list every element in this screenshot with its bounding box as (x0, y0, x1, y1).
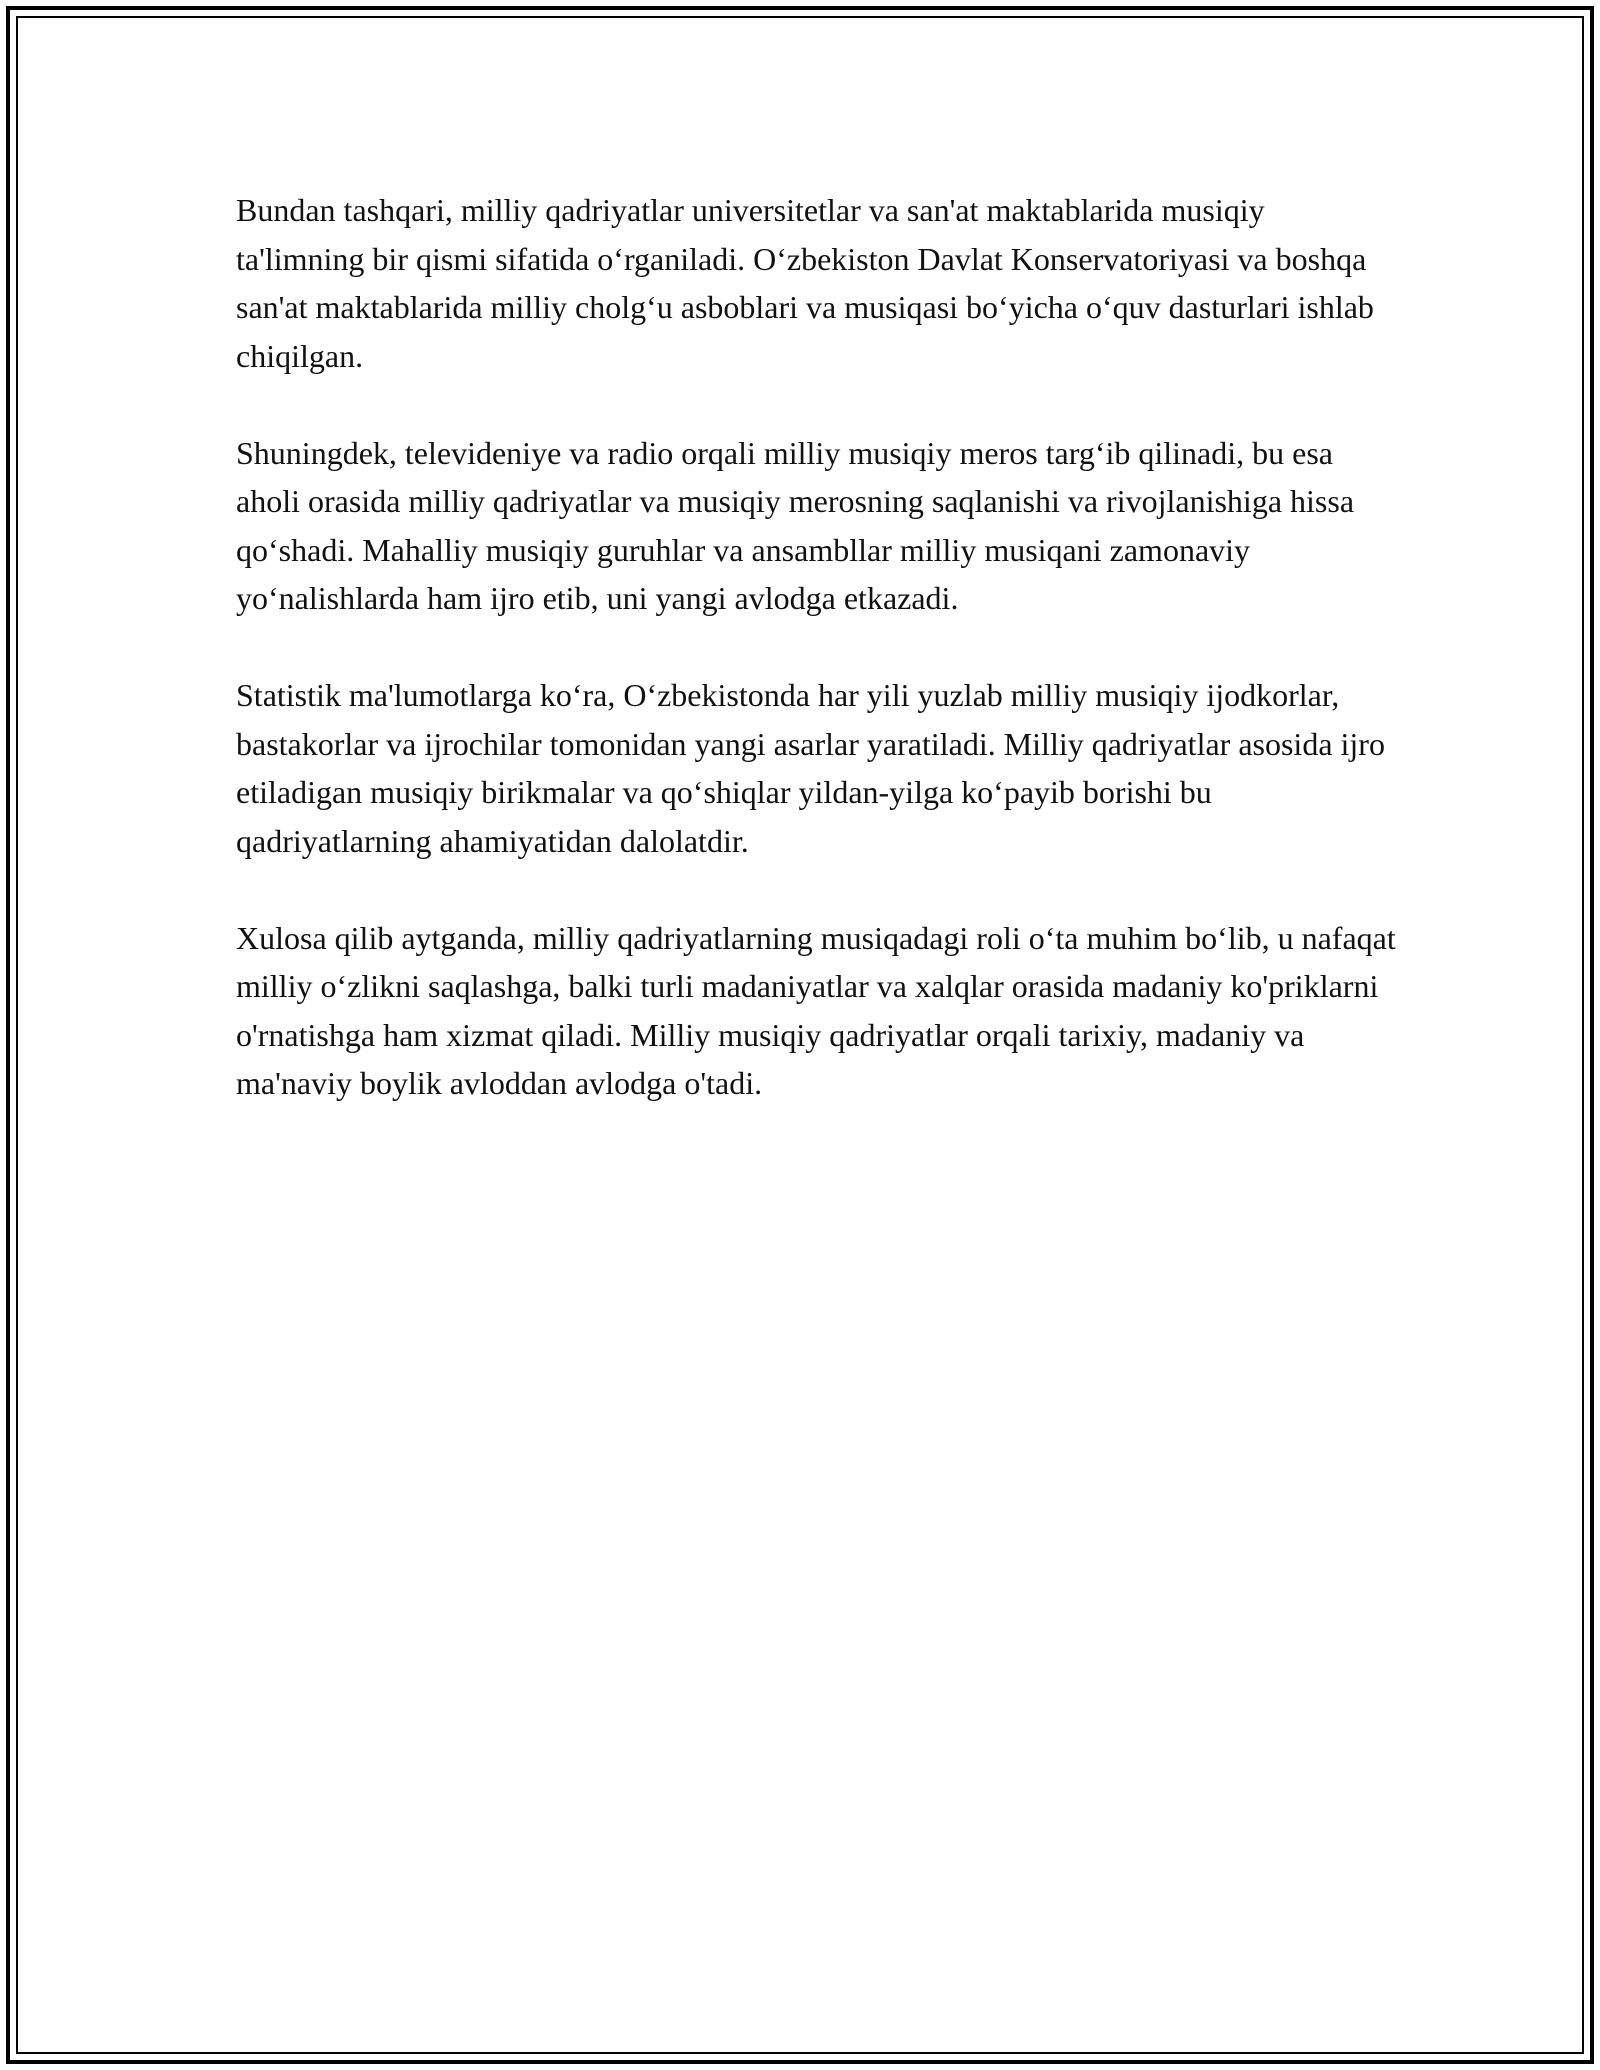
paragraph-1: Bundan tashqari, milliy qadriyatlar universitetlar va san'at maktablarida musiqiy ta'limning bir qismi sifatida o‘rganiladi. O‘zbekiston Davlat Konservatoriyasi va boshqa san'at maktablarida milliy cholg‘u asboblari va musiqasi bo‘yicha o‘quv dasturlari ishlab chiqilgan. (236, 192, 1374, 374)
paragraph-3: Statistik ma'lumotlarga ko‘ra, O‘zbekistonda har yili yuzlab milliy musiqiy ijodkorlar, bastakorlar va ijrochilar tomonidan yangi asarlar yaratiladi. Milliy qadriyatlar asosida ijro etiladigan musiqiy birikmalar va qo‘shiqlar yildan-yilga ko‘payib borishi bu qadriyatlarning ahamiyatidan dalolatdir. (236, 677, 1385, 859)
paragraph-4: Xulosa qilib aytganda, milliy qadriyatlarning musiqadagi roli o‘ta muhim bo‘lib, u nafaqat milliy o‘zlikni saqlashga, balki turli madaniyatlar va xalqlar orasida madaniy ko'priklarni o'rnatishga ham xizmat qiladi. Milliy musiqiy qadriyatlar orqali tarixiy, madaniy va ma'naviy boylik avloddan avlodga o'tadi. (236, 919, 1396, 1101)
paragraph-2: Shuningdek, televideniye va radio orqali milliy musiqiy meros targ‘ib qilinadi, bu esa aholi orasida milliy qadriyatlar va musiqiy merosning saqlanishi va rivojlanishiga hissa qo‘shadi. Mahalliy musiqiy guruhlar va ansambllar milliy musiqani zamonaviy yo‘nalishlarda ham ijro etib, uni yangi avlodga etkazadi. (236, 434, 1355, 616)
document-body (236, 186, 1396, 1156)
